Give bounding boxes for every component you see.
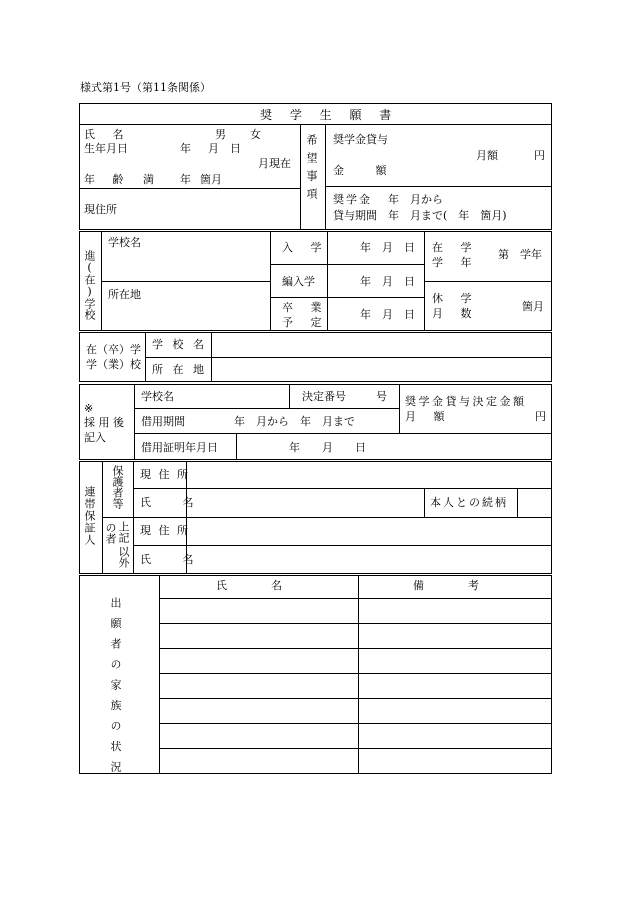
decision-no-label: 決定番号	[302, 390, 346, 403]
form-title: 奨 学 生 願 書	[260, 108, 399, 122]
graduation-label-1: 卒 業	[282, 301, 329, 314]
family-label: 出願者の家族の状況	[109, 597, 122, 782]
monthly-label: 月額	[476, 149, 498, 162]
other-label-3: の者	[104, 522, 117, 544]
age-months: 箇月	[200, 173, 222, 186]
form-label: 様式第1号（第11条関係）	[80, 81, 211, 94]
yen-label: 円	[534, 149, 545, 162]
enroll-label: 入 学	[282, 241, 329, 254]
school-label: 進(在)学校	[83, 250, 96, 320]
decided-amount-label: 奨学金貸与決定金額	[405, 395, 527, 408]
birth-year: 年	[180, 142, 191, 155]
period-label-1: 奨学金	[333, 193, 372, 206]
guardian-address-label: 現 住 所	[140, 468, 190, 481]
prior-address-label: 所 在 地	[152, 363, 207, 376]
adoption-label-2: 記入	[84, 431, 106, 444]
adoption-mark: ※	[84, 402, 94, 415]
period-label-2: 貸与期間	[333, 209, 377, 222]
birth-month: 月	[208, 142, 219, 155]
loan-period-value: 年 月から 年 月まで	[234, 415, 355, 428]
guardian-name-label: 氏 名	[140, 496, 208, 509]
leave-label-2: 月 数	[432, 307, 479, 320]
transfer-label: 編入学	[282, 275, 315, 288]
cert-date-label: 借用証明年月日	[141, 441, 218, 454]
transfer-date: 年 月 日	[360, 275, 415, 288]
guardian-label: 保護者等	[111, 465, 124, 509]
age-full: 満	[143, 173, 154, 186]
decision-no-unit: 号	[376, 390, 387, 403]
family-section	[79, 575, 552, 774]
loan-period-label: 借用期間	[141, 415, 185, 428]
family-remarks-header: 備 考	[413, 579, 479, 592]
prior-label-bottom: 学（業）校	[86, 358, 141, 371]
graduation-date: 年 月 日	[360, 308, 415, 321]
birthdate-label: 生年月日	[84, 142, 128, 155]
amount-label: 金 額	[333, 164, 401, 177]
adoption-school-label: 学校名	[141, 390, 174, 403]
cert-date-value: 年 月 日	[289, 441, 366, 454]
birth-day: 日	[230, 142, 241, 155]
gender-female[interactable]: 女	[250, 128, 261, 141]
grade-value: 第 学年	[498, 248, 542, 261]
leave-label-1: 休 学	[432, 292, 479, 305]
prior-label-top: 在（卒）学	[86, 343, 141, 356]
other-label-2: 以外	[117, 546, 130, 568]
decided-monthly-label: 月 額	[405, 410, 452, 423]
school-address-label: 所在地	[108, 288, 141, 301]
name-label: 氏 名	[84, 128, 131, 141]
decided-yen: 円	[535, 410, 546, 423]
other-address-label: 現 住 所	[140, 524, 190, 537]
other-label-1: 上記	[117, 521, 130, 543]
grade-label-2: 学 年	[432, 256, 479, 269]
graduation-label-2: 予 定	[282, 316, 329, 329]
gender-male[interactable]: 男	[215, 128, 226, 141]
guarantor-label: 連帯保証人	[83, 486, 96, 546]
adoption-label-1: 採 用 後	[84, 416, 124, 429]
grade-label-1: 在 学	[432, 241, 479, 254]
leave-months: 箇月	[522, 300, 544, 313]
relation-label: 本人との続柄	[430, 496, 508, 509]
as-of-label: 月現在	[258, 157, 291, 170]
age-label: 年 齢	[84, 173, 131, 186]
family-name-header: 氏 名	[216, 579, 282, 592]
loan-label: 奨学金貸与	[333, 133, 388, 146]
enroll-date: 年 月 日	[360, 241, 415, 254]
request-label: 希望事項	[305, 134, 318, 206]
other-name-label: 氏 名	[140, 553, 208, 566]
period-from: 年 月から	[388, 193, 443, 206]
school-name-label: 学校名	[108, 236, 141, 249]
address-label: 現住所	[84, 203, 117, 216]
age-year: 年	[180, 173, 191, 186]
prior-name-label: 学 校 名	[152, 338, 207, 351]
period-until: 年 月まで( 年 箇月)	[388, 209, 507, 222]
